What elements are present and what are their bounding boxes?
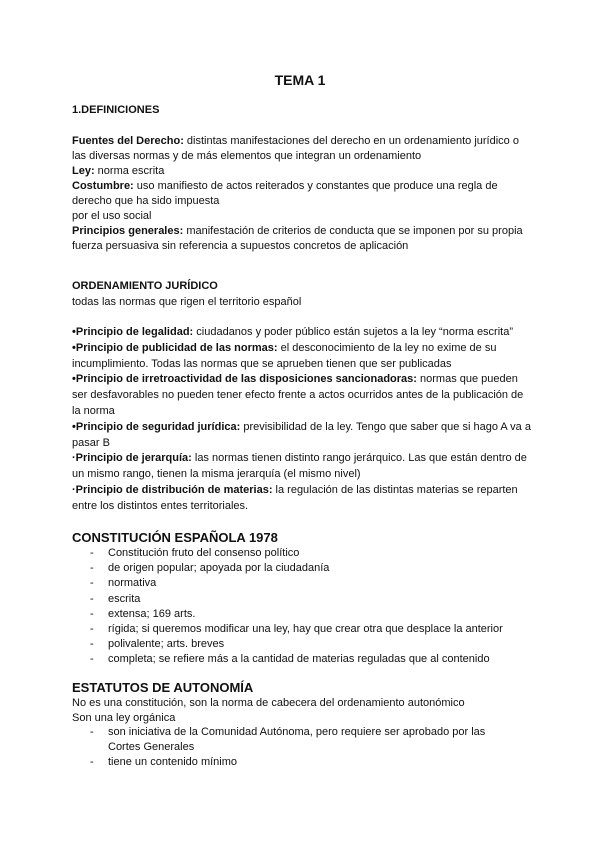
term-label: Fuentes del Derecho: bbox=[72, 135, 184, 147]
principio-item bbox=[72, 420, 532, 452]
dash-bullet: - bbox=[90, 726, 94, 738]
list-item bbox=[90, 725, 520, 755]
principio-text: ciudadanos y poder público están sujetos a la ley “norma escrita” bbox=[193, 326, 514, 338]
list-item-text: de origen popular; apoyada por la ciudadanía bbox=[108, 562, 330, 575]
term-text: manifestación de criterios de conducta que se imponen por su propia fuerza persuasiva sin referencia a supuestos concretos de aplicación bbox=[72, 225, 523, 252]
term-text: uso manifiesto de actos reiterados y constantes que produce una regla de derecho que ha sido impuesta bbox=[72, 180, 498, 207]
principio-term: •Principio de legalidad: bbox=[72, 326, 194, 338]
section-heading-definiciones: 1.DEFINICIONES bbox=[72, 104, 160, 116]
term-text: distintas manifestaciones del derecho en un ordenamiento jurídico o las diversas normas y de más elementos que integran un ordenamiento bbox=[72, 135, 519, 162]
principio-term: ·Principio de distribución de materias: bbox=[72, 483, 273, 496]
list-item-text: polivalente; arts. breves bbox=[108, 638, 225, 651]
principio-text: previsibilidad de la ley. Tengo que saber que si hago A va a pasar B bbox=[72, 420, 531, 449]
estatutos-line2: Son una ley orgánica bbox=[72, 712, 176, 724]
definition-principios bbox=[72, 224, 532, 254]
list-item-text: Constitución fruto del consenso político bbox=[108, 547, 300, 559]
list-item bbox=[90, 576, 530, 591]
list-item bbox=[90, 561, 530, 576]
dash-bullet: - bbox=[90, 756, 94, 769]
list-item-text: normativa bbox=[108, 577, 157, 590]
dash-bullet: - bbox=[90, 623, 94, 636]
principio-item bbox=[72, 372, 532, 419]
ordenamiento-intro: todas las normas que rigen el territorio español bbox=[72, 296, 302, 308]
dash-bullet: - bbox=[90, 562, 94, 575]
list-item bbox=[90, 652, 530, 667]
constitucion-list bbox=[90, 546, 530, 668]
principio-text: normas que pueden ser desfavorables no pueden tener efecto frente a actos ocurridos antes de la publicación de la norma bbox=[72, 373, 524, 417]
list-item bbox=[90, 622, 530, 637]
list-item bbox=[90, 637, 530, 652]
list-item bbox=[90, 592, 530, 607]
dash-bullet: - bbox=[90, 638, 94, 651]
list-item bbox=[90, 607, 530, 622]
principio-item bbox=[72, 341, 532, 373]
dash-bullet: - bbox=[90, 592, 94, 605]
principio-term: ·Principio de jerarquía: bbox=[72, 452, 192, 465]
principio-term: •Principio de publicidad de las normas: bbox=[72, 341, 278, 354]
definition-fuentes bbox=[72, 134, 532, 164]
principio-term: •Principio de seguridad jurídica: bbox=[72, 420, 241, 433]
definition-costumbre-cont: por el uso social bbox=[72, 210, 152, 222]
list-item bbox=[90, 755, 520, 770]
definition-ley bbox=[72, 164, 532, 179]
principio-item bbox=[72, 451, 532, 483]
section-heading-ordenamiento: ORDENAMIENTO JURÍDICO bbox=[72, 280, 218, 292]
list-item-text: tiene un contenido mínimo bbox=[108, 756, 238, 769]
dash-bullet: - bbox=[90, 547, 94, 559]
term-label: Costumbre: bbox=[72, 180, 134, 192]
definition-costumbre bbox=[72, 179, 532, 209]
definiciones-block bbox=[72, 134, 532, 254]
term-text: norma escrita bbox=[94, 165, 165, 177]
principio-item bbox=[72, 325, 532, 341]
section-heading-estatutos: ESTATUTOS DE AUTONOMÍA bbox=[72, 680, 254, 695]
list-item-text: rígida; si queremos modificar una ley, hay que crear otra que desplace la anterior bbox=[108, 623, 503, 636]
list-item-text: son iniciativa de la Comunidad Autónoma, pero requiere ser aprobado por las Cortes Generales bbox=[108, 726, 486, 754]
estatutos-list bbox=[90, 725, 520, 771]
term-label: Principios generales: bbox=[72, 225, 184, 237]
principio-item bbox=[72, 483, 532, 515]
principio-text: el desconocimiento de la ley no exime de su incumplimiento. Todas las normas que se aprueben tienen que ser publicadas bbox=[72, 341, 497, 370]
page-title: TEMA 1 bbox=[274, 72, 326, 88]
list-item bbox=[90, 546, 530, 561]
section-heading-constitucion: CONSTITUCIÓN ESPAÑOLA 1978 bbox=[72, 530, 278, 545]
dash-bullet: - bbox=[90, 653, 94, 666]
list-item-text: extensa; 169 arts. bbox=[108, 607, 196, 620]
principios-list bbox=[72, 325, 532, 515]
estatutos-line1: No es una constitución, son la norma de cabecera del ordenamiento autonómico bbox=[72, 697, 465, 709]
dash-bullet: - bbox=[90, 607, 94, 620]
list-item-text: completa; se refiere más a la cantidad de materias reguladas que al contenido bbox=[108, 653, 490, 666]
list-item-text: escrita bbox=[108, 592, 141, 605]
principio-text: la regulación de las distintas materias se reparten entre los distintos entes territoriales. bbox=[72, 483, 518, 512]
principio-term: •Principio de irretroactividad de las disposiciones sancionadoras: bbox=[72, 373, 417, 386]
principio-text: las normas tienen distinto rango jerárquico. Las que están dentro de un mismo rango, tienen la misma jerarquía (el mismo nivel) bbox=[72, 452, 527, 481]
dash-bullet: - bbox=[90, 577, 94, 590]
term-label: Ley: bbox=[72, 165, 95, 177]
